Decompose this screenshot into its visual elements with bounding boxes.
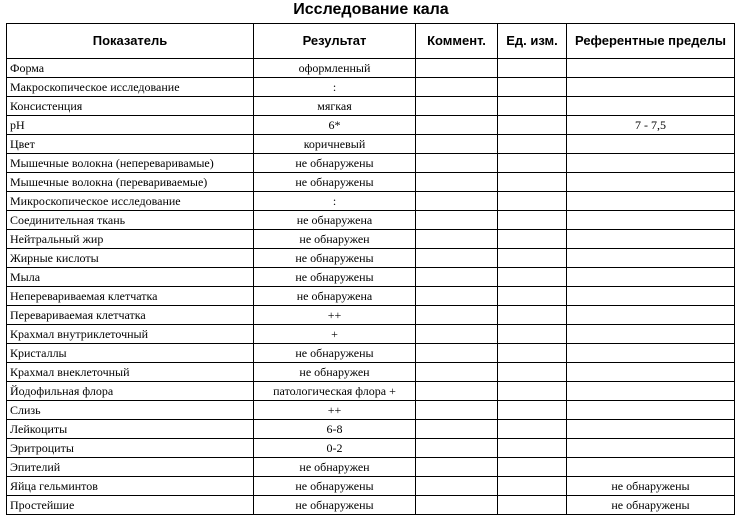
cell-result: + bbox=[254, 325, 416, 344]
cell-unit bbox=[498, 249, 567, 268]
cell-result: не обнаружены bbox=[254, 477, 416, 496]
cell-reference bbox=[567, 173, 735, 192]
table-row bbox=[7, 230, 735, 249]
cell-comment bbox=[416, 496, 498, 515]
cell-indicator: Эпителий bbox=[7, 458, 254, 477]
cell-indicator: Кристаллы bbox=[7, 344, 254, 363]
cell-indicator: Крахмал внеклеточный bbox=[7, 363, 254, 382]
table-row bbox=[7, 439, 735, 458]
cell-indicator: Лейкоциты bbox=[7, 420, 254, 439]
cell-indicator: Перевариваемая клетчатка bbox=[7, 306, 254, 325]
cell-comment bbox=[416, 363, 498, 382]
cell-comment bbox=[416, 116, 498, 135]
cell-unit bbox=[498, 439, 567, 458]
table-row bbox=[7, 173, 735, 192]
cell-result: не обнаружены bbox=[254, 344, 416, 363]
header-indicator: Показатель bbox=[7, 24, 254, 59]
table-row bbox=[7, 401, 735, 420]
header-reference: Референтные пределы bbox=[567, 24, 735, 59]
results-table bbox=[6, 23, 735, 515]
cell-reference bbox=[567, 268, 735, 287]
cell-unit bbox=[498, 78, 567, 97]
table-row bbox=[7, 363, 735, 382]
cell-unit bbox=[498, 230, 567, 249]
cell-result: не обнаружены bbox=[254, 268, 416, 287]
cell-reference bbox=[567, 401, 735, 420]
cell-unit bbox=[498, 363, 567, 382]
cell-indicator: Слизь bbox=[7, 401, 254, 420]
table-body bbox=[7, 59, 735, 515]
cell-unit bbox=[498, 97, 567, 116]
cell-comment bbox=[416, 230, 498, 249]
cell-indicator: Мышечные волокна (непереваривамые) bbox=[7, 154, 254, 173]
cell-reference bbox=[567, 325, 735, 344]
cell-comment bbox=[416, 154, 498, 173]
cell-unit bbox=[498, 306, 567, 325]
cell-comment bbox=[416, 382, 498, 401]
cell-comment bbox=[416, 439, 498, 458]
cell-indicator: Цвет bbox=[7, 135, 254, 154]
cell-comment bbox=[416, 59, 498, 78]
table-row bbox=[7, 78, 735, 97]
cell-result: мягкая bbox=[254, 97, 416, 116]
cell-reference bbox=[567, 363, 735, 382]
cell-result: не обнаружен bbox=[254, 363, 416, 382]
cell-result: не обнаружены bbox=[254, 173, 416, 192]
cell-indicator: Консистенция bbox=[7, 97, 254, 116]
cell-result: : bbox=[254, 192, 416, 211]
cell-comment bbox=[416, 325, 498, 344]
cell-reference bbox=[567, 306, 735, 325]
cell-comment bbox=[416, 78, 498, 97]
cell-reference bbox=[567, 192, 735, 211]
cell-comment bbox=[416, 420, 498, 439]
table-row bbox=[7, 306, 735, 325]
cell-result: коричневый bbox=[254, 135, 416, 154]
cell-unit bbox=[498, 59, 567, 78]
cell-unit bbox=[498, 420, 567, 439]
cell-unit bbox=[498, 211, 567, 230]
cell-reference bbox=[567, 287, 735, 306]
cell-indicator: Мыла bbox=[7, 268, 254, 287]
table-row bbox=[7, 420, 735, 439]
table-row bbox=[7, 97, 735, 116]
table-row bbox=[7, 458, 735, 477]
table-row bbox=[7, 477, 735, 496]
table-row bbox=[7, 325, 735, 344]
cell-comment bbox=[416, 173, 498, 192]
cell-indicator: Йодофильная флора bbox=[7, 382, 254, 401]
cell-result: 6-8 bbox=[254, 420, 416, 439]
cell-result: : bbox=[254, 78, 416, 97]
cell-unit bbox=[498, 458, 567, 477]
cell-indicator: pH bbox=[7, 116, 254, 135]
cell-indicator: Жирные кислоты bbox=[7, 249, 254, 268]
cell-comment bbox=[416, 268, 498, 287]
cell-reference bbox=[567, 230, 735, 249]
cell-reference: не обнаружены bbox=[567, 496, 735, 515]
cell-result: ++ bbox=[254, 306, 416, 325]
cell-unit bbox=[498, 401, 567, 420]
cell-comment bbox=[416, 401, 498, 420]
cell-indicator: Макроскопическое исследование bbox=[7, 78, 254, 97]
page-title: Исследование кала bbox=[293, 1, 449, 18]
cell-reference bbox=[567, 59, 735, 78]
cell-unit bbox=[498, 268, 567, 287]
cell-comment bbox=[416, 192, 498, 211]
cell-comment bbox=[416, 211, 498, 230]
cell-reference bbox=[567, 458, 735, 477]
cell-unit bbox=[498, 496, 567, 515]
table-row bbox=[7, 135, 735, 154]
cell-result: ++ bbox=[254, 401, 416, 420]
table-row bbox=[7, 192, 735, 211]
table-row bbox=[7, 211, 735, 230]
cell-result: 6* bbox=[254, 116, 416, 135]
cell-comment bbox=[416, 97, 498, 116]
cell-comment bbox=[416, 287, 498, 306]
cell-reference bbox=[567, 154, 735, 173]
cell-indicator: Форма bbox=[7, 59, 254, 78]
cell-reference: не обнаружены bbox=[567, 477, 735, 496]
cell-indicator: Мышечные волокна (перевариваемые) bbox=[7, 173, 254, 192]
cell-reference bbox=[567, 439, 735, 458]
cell-unit bbox=[498, 116, 567, 135]
cell-result: не обнаружены bbox=[254, 154, 416, 173]
cell-unit bbox=[498, 325, 567, 344]
cell-unit bbox=[498, 135, 567, 154]
cell-reference bbox=[567, 97, 735, 116]
cell-reference bbox=[567, 135, 735, 154]
cell-result: оформленный bbox=[254, 59, 416, 78]
cell-reference bbox=[567, 420, 735, 439]
table-row bbox=[7, 287, 735, 306]
header-result: Результат bbox=[254, 24, 416, 59]
cell-result: не обнаружена bbox=[254, 287, 416, 306]
cell-unit bbox=[498, 287, 567, 306]
table-row bbox=[7, 249, 735, 268]
cell-indicator: Микроскопическое исследование bbox=[7, 192, 254, 211]
cell-result: не обнаружена bbox=[254, 211, 416, 230]
table-row bbox=[7, 344, 735, 363]
header-comment: Коммент. bbox=[416, 24, 498, 59]
cell-unit bbox=[498, 382, 567, 401]
cell-indicator: Простейшие bbox=[7, 496, 254, 515]
cell-comment bbox=[416, 344, 498, 363]
table-row bbox=[7, 496, 735, 515]
cell-result: не обнаружены bbox=[254, 496, 416, 515]
cell-reference bbox=[567, 211, 735, 230]
cell-indicator: Эритроциты bbox=[7, 439, 254, 458]
cell-reference bbox=[567, 78, 735, 97]
cell-result: патологическая флора + bbox=[254, 382, 416, 401]
header-row bbox=[7, 24, 735, 59]
cell-unit bbox=[498, 344, 567, 363]
table-row bbox=[7, 59, 735, 78]
table-row bbox=[7, 116, 735, 135]
cell-comment bbox=[416, 477, 498, 496]
table-row bbox=[7, 382, 735, 401]
cell-reference bbox=[567, 382, 735, 401]
cell-unit bbox=[498, 154, 567, 173]
table-header bbox=[7, 24, 735, 59]
cell-unit bbox=[498, 477, 567, 496]
cell-comment bbox=[416, 458, 498, 477]
cell-indicator: Соединительная ткань bbox=[7, 211, 254, 230]
cell-result: 0-2 bbox=[254, 439, 416, 458]
cell-unit bbox=[498, 192, 567, 211]
cell-result: не обнаружен bbox=[254, 230, 416, 249]
cell-reference: 7 - 7,5 bbox=[567, 116, 735, 135]
cell-comment bbox=[416, 249, 498, 268]
cell-reference bbox=[567, 249, 735, 268]
header-unit: Ед. изм. bbox=[498, 24, 567, 59]
cell-indicator: Нейтральный жир bbox=[7, 230, 254, 249]
cell-comment bbox=[416, 135, 498, 154]
cell-result: не обнаружен bbox=[254, 458, 416, 477]
cell-unit bbox=[498, 173, 567, 192]
cell-indicator: Крахмал внутриклеточный bbox=[7, 325, 254, 344]
cell-indicator: Яйца гельминтов bbox=[7, 477, 254, 496]
cell-indicator: Неперевариваемая клетчатка bbox=[7, 287, 254, 306]
cell-result: не обнаружены bbox=[254, 249, 416, 268]
table-row bbox=[7, 154, 735, 173]
cell-comment bbox=[416, 306, 498, 325]
table-row bbox=[7, 268, 735, 287]
cell-reference bbox=[567, 344, 735, 363]
